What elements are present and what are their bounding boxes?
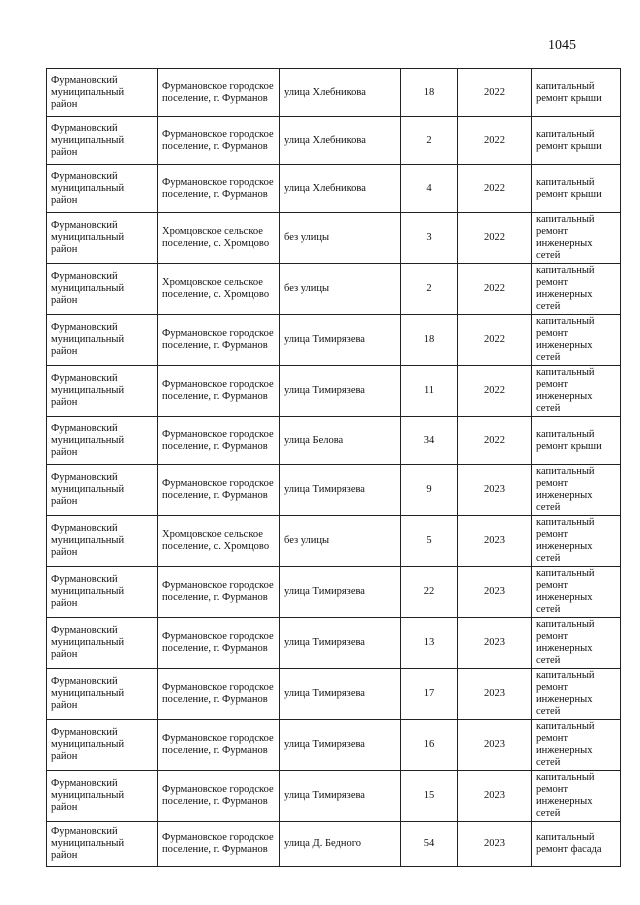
house-number-cell: 17 (401, 669, 458, 720)
district-cell: Фурмановский муниципальный район (47, 264, 158, 315)
page-number: 1045 (548, 38, 576, 53)
street-cell: улица Тимирязева (280, 465, 401, 516)
table-row (47, 618, 621, 669)
table-row (47, 465, 621, 516)
street-cell: улица Тимирязева (280, 771, 401, 822)
district-cell: Фурмановский муниципальный район (47, 213, 158, 264)
settlement-cell: Фурмановское городское поселение, г. Фурманов (158, 822, 280, 867)
settlement-cell: Фурмановское городское поселение, г. Фурманов (158, 315, 280, 366)
house-number-cell: 4 (401, 165, 458, 213)
work-type-cell: капитальный ремонт инженерных сетей (532, 771, 621, 822)
work-type-cell: капитальный ремонт инженерных сетей (532, 618, 621, 669)
year-cell: 2023 (458, 822, 532, 867)
house-number-cell: 2 (401, 264, 458, 315)
work-type-cell: капитальный ремонт инженерных сетей (532, 669, 621, 720)
district-cell: Фурмановский муниципальный район (47, 720, 158, 771)
work-type-cell: капитальный ремонт инженерных сетей (532, 264, 621, 315)
year-cell: 2022 (458, 417, 532, 465)
table-row (47, 117, 621, 165)
settlement-cell: Фурмановское городское поселение, г. Фурманов (158, 669, 280, 720)
house-number-cell: 2 (401, 117, 458, 165)
settlement-cell: Фурмановское городское поселение, г. Фурманов (158, 117, 280, 165)
district-cell: Фурмановский муниципальный район (47, 417, 158, 465)
district-cell: Фурмановский муниципальный район (47, 618, 158, 669)
year-cell: 2022 (458, 69, 532, 117)
district-cell: Фурмановский муниципальный район (47, 669, 158, 720)
year-cell: 2023 (458, 465, 532, 516)
work-type-cell: капитальный ремонт инженерных сетей (532, 516, 621, 567)
house-number-cell: 13 (401, 618, 458, 669)
district-cell: Фурмановский муниципальный район (47, 771, 158, 822)
table-row (47, 516, 621, 567)
table-row (47, 720, 621, 771)
table-row (47, 69, 621, 117)
district-cell: Фурмановский муниципальный район (47, 465, 158, 516)
year-cell: 2022 (458, 165, 532, 213)
street-cell: улица Белова (280, 417, 401, 465)
work-type-cell: капитальный ремонт крыши (532, 165, 621, 213)
work-type-cell: капитальный ремонт инженерных сетей (532, 465, 621, 516)
district-cell: Фурмановский муниципальный район (47, 69, 158, 117)
table-row (47, 366, 621, 417)
street-cell: улица Тимирязева (280, 669, 401, 720)
district-cell: Фурмановский муниципальный район (47, 366, 158, 417)
settlement-cell: Фурмановское городское поселение, г. Фурманов (158, 465, 280, 516)
street-cell: улица Д. Бедного (280, 822, 401, 867)
house-number-cell: 9 (401, 465, 458, 516)
settlement-cell: Фурмановское городское поселение, г. Фурманов (158, 567, 280, 618)
work-type-cell: капитальный ремонт фасада (532, 822, 621, 867)
table-row (47, 822, 621, 867)
work-type-cell: капитальный ремонт крыши (532, 69, 621, 117)
settlement-cell: Фурмановское городское поселение, г. Фурманов (158, 771, 280, 822)
street-cell: улица Хлебникова (280, 117, 401, 165)
street-cell: улица Тимирязева (280, 366, 401, 417)
work-type-cell: капитальный ремонт инженерных сетей (532, 720, 621, 771)
year-cell: 2023 (458, 567, 532, 618)
table-row (47, 567, 621, 618)
repair-schedule-table (46, 68, 621, 867)
house-number-cell: 54 (401, 822, 458, 867)
table-row (47, 417, 621, 465)
settlement-cell: Фурмановское городское поселение, г. Фурманов (158, 165, 280, 213)
work-type-cell: капитальный ремонт инженерных сетей (532, 315, 621, 366)
street-cell: без улицы (280, 516, 401, 567)
settlement-cell: Хромцовское сельское поселение, с. Хромцово (158, 264, 280, 315)
table-row (47, 165, 621, 213)
settlement-cell: Фурмановское городское поселение, г. Фурманов (158, 720, 280, 771)
settlement-cell: Фурмановское городское поселение, г. Фурманов (158, 366, 280, 417)
house-number-cell: 22 (401, 567, 458, 618)
house-number-cell: 15 (401, 771, 458, 822)
street-cell: без улицы (280, 213, 401, 264)
street-cell: улица Тимирязева (280, 567, 401, 618)
house-number-cell: 18 (401, 315, 458, 366)
street-cell: улица Хлебникова (280, 165, 401, 213)
house-number-cell: 5 (401, 516, 458, 567)
street-cell: улица Хлебникова (280, 69, 401, 117)
table-row (47, 315, 621, 366)
district-cell: Фурмановский муниципальный район (47, 822, 158, 867)
house-number-cell: 34 (401, 417, 458, 465)
street-cell: улица Тимирязева (280, 720, 401, 771)
house-number-cell: 18 (401, 69, 458, 117)
district-cell: Фурмановский муниципальный район (47, 165, 158, 213)
street-cell: улица Тимирязева (280, 315, 401, 366)
district-cell: Фурмановский муниципальный район (47, 516, 158, 567)
work-type-cell: капитальный ремонт инженерных сетей (532, 366, 621, 417)
year-cell: 2022 (458, 315, 532, 366)
year-cell: 2022 (458, 366, 532, 417)
settlement-cell: Фурмановское городское поселение, г. Фурманов (158, 618, 280, 669)
year-cell: 2022 (458, 117, 532, 165)
settlement-cell: Фурмановское городское поселение, г. Фурманов (158, 417, 280, 465)
settlement-cell: Хромцовское сельское поселение, с. Хромцово (158, 213, 280, 264)
year-cell: 2023 (458, 720, 532, 771)
work-type-cell: капитальный ремонт инженерных сетей (532, 213, 621, 264)
table-row (47, 213, 621, 264)
table-row (47, 771, 621, 822)
table-row (47, 669, 621, 720)
district-cell: Фурмановский муниципальный район (47, 315, 158, 366)
year-cell: 2022 (458, 264, 532, 315)
district-cell: Фурмановский муниципальный район (47, 117, 158, 165)
year-cell: 2023 (458, 669, 532, 720)
settlement-cell: Хромцовское сельское поселение, с. Хромцово (158, 516, 280, 567)
settlement-cell: Фурмановское городское поселение, г. Фурманов (158, 69, 280, 117)
street-cell: без улицы (280, 264, 401, 315)
house-number-cell: 11 (401, 366, 458, 417)
house-number-cell: 16 (401, 720, 458, 771)
work-type-cell: капитальный ремонт крыши (532, 117, 621, 165)
street-cell: улица Тимирязева (280, 618, 401, 669)
year-cell: 2023 (458, 516, 532, 567)
table-row (47, 264, 621, 315)
work-type-cell: капитальный ремонт инженерных сетей (532, 567, 621, 618)
year-cell: 2023 (458, 771, 532, 822)
year-cell: 2023 (458, 618, 532, 669)
district-cell: Фурмановский муниципальный район (47, 567, 158, 618)
table-body (47, 69, 621, 867)
year-cell: 2022 (458, 213, 532, 264)
work-type-cell: капитальный ремонт крыши (532, 417, 621, 465)
house-number-cell: 3 (401, 213, 458, 264)
